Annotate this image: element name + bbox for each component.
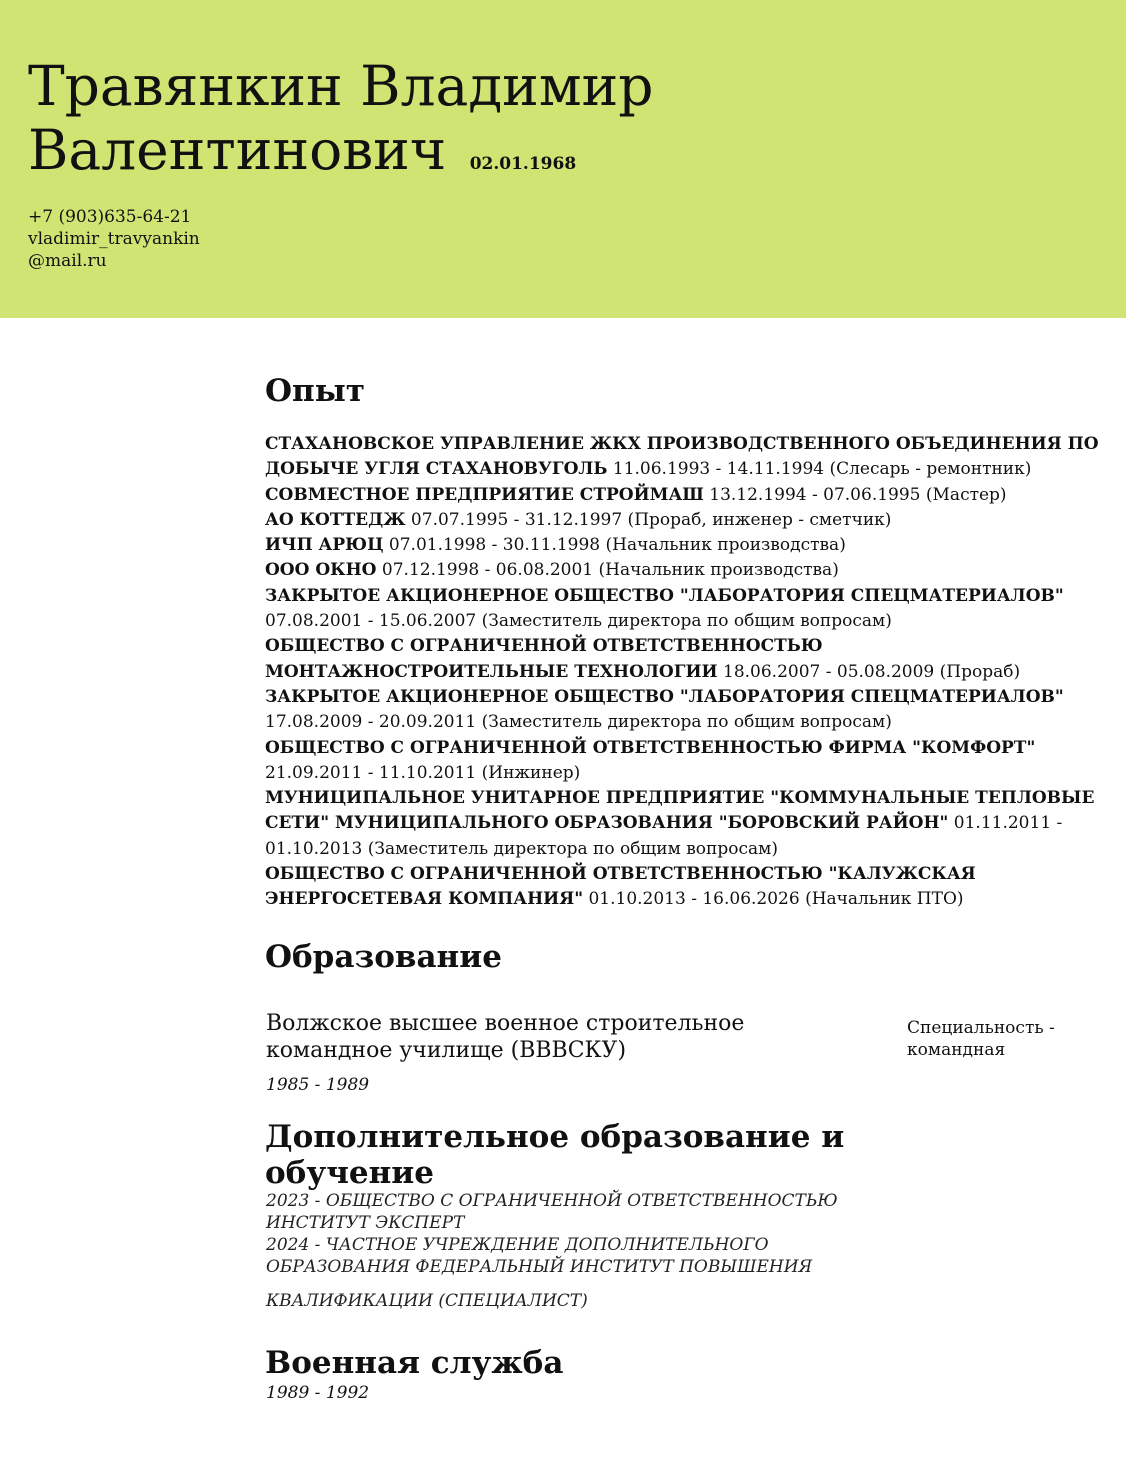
email-line-1: vladimir_travyankin	[28, 229, 200, 249]
name-line-1: Травянкин Владимир	[28, 54, 654, 118]
employer-name: СТАХАНОВСКОЕ УПРАВЛЕНИЕ ЖКХ ПРОИЗВОДСТВЕННОГО ОБЪЕДИНЕНИЯ ПО	[265, 434, 1099, 454]
experience-line	[265, 609, 1110, 634]
employer-name: ЗАКРЫТОЕ АКЦИОНЕРНОЕ ОБЩЕСТВО "ЛАБОРАТОРИЯ СПЕЦМАТЕРИАЛОВ"	[265, 686, 1064, 707]
employer-name: ОБЩЕСТВО С ОГРАНИЧЕННОЙ ОТВЕТСТВЕННОСТЬЮ "КАЛУЖСКАЯ	[265, 864, 976, 885]
employment-period: 07.12.1998 - 06.08.2001 (Начальник производства)	[376, 560, 839, 581]
experience-line	[265, 558, 1110, 583]
employment-period: 17.08.2009 - 20.09.2011 (Заместитель директора по общим вопросам)	[265, 712, 892, 733]
resume-header	[0, 0, 1126, 318]
employment-period: 01.11.2011 -	[948, 813, 1063, 834]
employment-period: 18.06.2007 - 05.08.2009 (Прораб)	[717, 661, 1021, 682]
education-specialty	[907, 1017, 1117, 1061]
employer-name: МОНТАЖНОСТРОИТЕЛЬНЫЕ ТЕХНОЛОГИИ	[265, 661, 718, 682]
additional-education-heading-1: Дополнительное образование и	[265, 1119, 845, 1155]
experience-line	[265, 837, 1110, 862]
education-institution	[266, 1010, 866, 1064]
experience-line	[265, 432, 1110, 457]
employment-period: 07.01.1998 - 30.11.1998 (Начальник производства)	[383, 535, 846, 556]
employment-period: 01.10.2013 - 16.06.2026 (Начальник ПТО)	[583, 889, 964, 910]
experience-line	[265, 634, 1110, 659]
additional-line: 2024 - ЧАСТНОЕ УЧРЕЖДЕНИЕ ДОПОЛНИТЕЛЬНОГО	[266, 1235, 769, 1255]
birth-date: 02.01.1968	[469, 154, 577, 174]
experience-line	[265, 584, 1110, 609]
specialty-line-2: командная	[907, 1040, 1006, 1060]
email-line-2: @mail.ru	[28, 251, 107, 271]
institution-line-2: командное училище (ВВВСКУ)	[266, 1038, 627, 1063]
experience-heading: Опыт	[265, 373, 365, 409]
education-heading: Образование	[265, 939, 502, 975]
name-line-2	[28, 118, 1028, 196]
full-name	[28, 54, 1028, 196]
experience-line	[265, 508, 1110, 533]
experience-line	[265, 736, 1110, 761]
employment-period: 07.07.1995 - 31.12.1997 (Прораб, инженер - сметчик)	[405, 509, 892, 530]
military-years: 1989 - 1992	[266, 1383, 370, 1403]
additional-line: КВАЛИФИКАЦИИ (СПЕЦИАЛИСТ)	[266, 1291, 588, 1311]
additional-education-heading-2: обучение	[265, 1155, 435, 1191]
contacts	[28, 206, 288, 272]
employer-name: МУНИЦИПАЛЬНОЕ УНИТАРНОЕ ПРЕДПРИЯТИЕ "КОММУНАЛЬНЫЕ ТЕПЛОВЫЕ	[265, 788, 1095, 809]
employer-name: ЗАКРЫТОЕ АКЦИОНЕРНОЕ ОБЩЕСТВО "ЛАБОРАТОРИЯ СПЕЦМАТЕРИАЛОВ"	[265, 585, 1064, 606]
experience-line	[265, 862, 1110, 887]
specialty-line-1: Специальность -	[907, 1018, 1055, 1038]
experience-line	[265, 457, 1110, 482]
employment-period: 21.09.2011 - 11.10.2011 (Инжинер)	[265, 762, 581, 783]
experience-line	[265, 710, 1110, 735]
employer-name: ОБЩЕСТВО С ОГРАНИЧЕННОЙ ОТВЕТСТВЕННОСТЬЮ	[265, 636, 823, 657]
employer-name: ИЧП АРЮЦ	[265, 535, 384, 556]
experience-line	[265, 761, 1110, 786]
experience-line	[265, 483, 1110, 508]
employer-name: ДОБЫЧЕ УГЛЯ СТАХАНОВУГОЛЬ	[265, 459, 608, 480]
additional-line: ИНСТИТУТ ЭКСПЕРТ	[266, 1213, 465, 1233]
military-heading: Военная служба	[265, 1345, 564, 1381]
experience-line	[265, 786, 1110, 811]
experience-list	[265, 432, 1110, 913]
employer-name: ОБЩЕСТВО С ОГРАНИЧЕННОЙ ОТВЕТСТВЕННОСТЬЮ ФИРМА "КОМФОРТ"	[265, 737, 1036, 758]
experience-line	[265, 811, 1110, 836]
phone: +7 (903)635-64-21	[28, 207, 192, 227]
institution-line-1: Волжское высшее военное строительное	[266, 1011, 745, 1036]
experience-line	[265, 887, 1110, 912]
experience-line	[265, 533, 1110, 558]
education-years: 1985 - 1989	[266, 1075, 370, 1095]
employer-name: СЕТИ" МУНИЦИПАЛЬНОГО ОБРАЗОВАНИЯ "БОРОВСКИЙ РАЙОН"	[265, 813, 949, 834]
employer-name: АО КОТТЕДЖ	[265, 509, 406, 530]
name-line-2-text: Валентинович	[28, 118, 447, 182]
additional-education-list	[266, 1190, 966, 1312]
employer-name: ЭНЕРГОСЕТЕВАЯ КОМПАНИЯ"	[265, 889, 584, 910]
additional-line: ОБРАЗОВАНИЯ ФЕДЕРАЛЬНЫЙ ИНСТИТУТ ПОВЫШЕНИЯ	[266, 1257, 813, 1277]
additional-line: 2023 - ОБЩЕСТВО С ОГРАНИЧЕННОЙ ОТВЕТСТВЕННОСТЬЮ	[266, 1191, 838, 1211]
employment-period: 11.06.1993 - 14.11.1994 (Слесарь - ремонтник)	[607, 459, 1032, 480]
experience-line	[265, 660, 1110, 685]
employment-period: 13.12.1994 - 07.06.1995 (Мастер)	[703, 484, 1007, 505]
employment-period: 01.10.2013 (Заместитель директора по общим вопросам)	[265, 838, 778, 859]
employer-name: ООО ОКНО	[265, 560, 377, 581]
employer-name: СОВМЕСТНОЕ ПРЕДПРИЯТИЕ СТРОЙМАШ	[265, 484, 704, 505]
experience-line	[265, 685, 1110, 710]
employment-period: 07.08.2001 - 15.06.2007 (Заместитель директора по общим вопросам)	[265, 611, 892, 632]
